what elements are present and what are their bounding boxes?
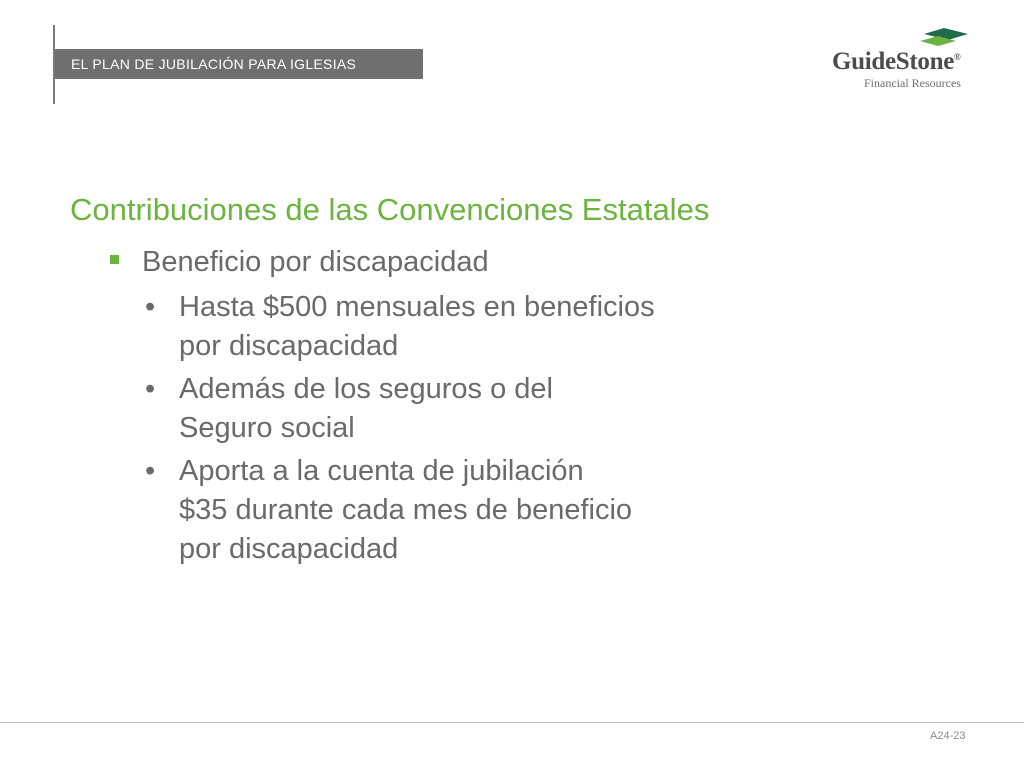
sub-bullet-line: por discapacidad xyxy=(179,330,399,362)
sub-bullet-line: Aporta a la cuenta de jubilación xyxy=(179,455,584,487)
slide-code: A24-23 xyxy=(930,730,966,742)
footer-divider xyxy=(0,722,1024,723)
sub-bullet-text xyxy=(179,370,553,448)
sub-bullet-line: por discapacidad xyxy=(179,533,399,565)
dot-bullet-icon: • xyxy=(145,455,156,487)
sub-bullet-line: Seguro social xyxy=(179,412,355,444)
sub-bullet-text xyxy=(179,288,655,366)
sub-bullet-line: Además de los seguros o del xyxy=(179,373,553,405)
logo-name: GuideStone® xyxy=(832,48,961,75)
bullet-text: Beneficio por discapacidad xyxy=(142,246,489,278)
dot-bullet-icon: • xyxy=(145,373,156,405)
dot-bullet-icon: • xyxy=(145,291,156,323)
sub-bullet-text xyxy=(179,452,632,569)
slide-title: Contribuciones de las Convenciones Estatales xyxy=(70,192,710,227)
guidestone-logo xyxy=(832,28,982,90)
square-bullet-icon xyxy=(110,255,119,264)
sub-bullet-line: $35 durante cada mes de beneficio xyxy=(179,494,633,526)
header-banner: EL PLAN DE JUBILACIÓN PARA IGLESIAS xyxy=(55,49,423,79)
logo-mark-icon xyxy=(916,28,976,48)
sub-bullet-line: Hasta $500 mensuales en beneficios xyxy=(179,291,655,323)
logo-subtitle: Financial Resources xyxy=(864,76,961,90)
